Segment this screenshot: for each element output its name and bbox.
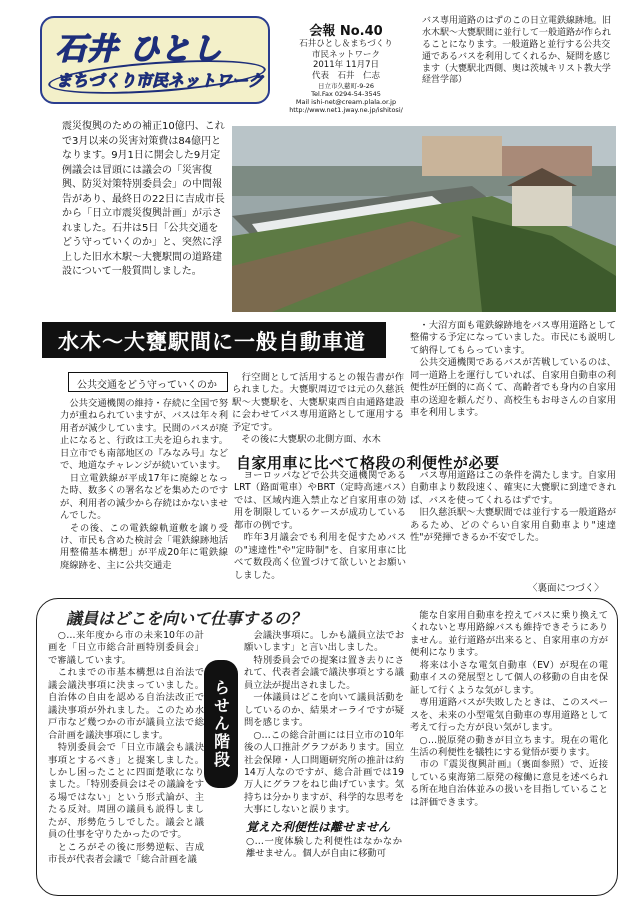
mail: Mail ishi-net@cream.plala.or.jp	[295, 97, 397, 106]
issue-info	[276, 20, 416, 114]
continued-note: 〈裏面につづく〉	[528, 583, 604, 594]
logo	[40, 16, 270, 104]
article-column-2b: ヨーロッパなどで公共交通機関であるLRT（路面電車）やBRT（定時高速バス）では、区域内進入禁止など自家用車の効用を制限しているケースが成功している都市の例です。 昨年3月議会でも利用を促すためバスの"速達性"や"定時制"を、自家用車に比べて数段高く位置づけて欲しいとお願いしました。	[234, 470, 406, 581]
article-column-3: ・大沼方面も電鉄線跡地をバス専用道路として整備する予定になっていました。市民にも説明して納得してもらっています。 公共交通機関であるバスが苦戦しているのは、同一道路上を運行していれば、自家用自動車の利便性が圧倒的に高くて、高齢者でも身内の自家用車の送迎を頼んだり、高校生もお母さんの自家用車を利用します。	[410, 320, 616, 419]
org-name-2: 市民ネットワーク	[311, 49, 380, 60]
tel-fax: Tel.Fax 0294-54-3545	[311, 89, 381, 98]
photo-caption: バス専用道路のはずのこの日立電鉄線跡地。旧水木駅～大甕駅間に並行して一般道路が作られることになります。一般道路と並行する公共交通であるバスを利用してくれるか、疑問を感じます（大甕駅北西側、奥は茨城キリスト教大学経営学部）	[422, 16, 612, 86]
bottom-subheading: 覚えた利便性は離せません	[246, 820, 391, 834]
section-subhead-2: 自家用車に比べて格段の利便性が必要	[236, 454, 500, 472]
section-subhead: 公共交通をどう守っていくのか	[68, 372, 228, 392]
issue-number: 会報 No.40	[309, 24, 383, 39]
headline-banner: 水木～大甕駅間に一般自動車道路	[42, 322, 386, 358]
bottom-headline: 議員はどこを向いて仕事するの？	[66, 609, 307, 628]
lead-paragraph: 震災復興のための補正10億円、これで3月以来の災害対策費は84億円となります。9月1日に開会した9月定例議会は冒頭には議会の「災害復興、防災対策特別委員会」の中間報告があり、最終日の22日に吉成市長から「日立市震災復興計画」が示されました。石井は5日「公共交通をどう守っていくのか」と、突然に浮上した旧水木駅～大甕駅間の道路建設について一般質問しました。	[62, 121, 225, 277]
issue-date: 2011年 11月7日	[312, 60, 380, 71]
article-column-1: 公共交通機関の維持・存続に全国で努力が重ねられていますが、バスは年々利用者が減少しています。民間のバスが廃止になると、行政は工夫を迫られます。日立市でも南部地区の『みなみ号』などで、地道なチャレンジが続いています。 日立電鉄線が平成17年に廃線となった時、数多くの署名などを集めたのですが、利用者の減少から存続はかないませんでした。 その後、この電鉄線軌道敷を譲り受け、市民も含めた検討会「電鉄線跡地活用整備基本構想」が平成20年に電鉄線廃線跡を、主に公共交通走	[60, 398, 228, 571]
bottom-column-3: 能な自家用自動車を控えてバスに乗り換えてくれないと専用路線バスも維持できそうにありません。並行道路が出来ると、自家用車の方が便利になります。 将来は小さな電気自動車（EV）が現在の電動車イスの発展型として個人の移動の自由を保証して行くような気がします。 専用道路バスが失敗したときは、このスペースを、未来の小型電気自動車の専用道路として考えて行った方が良い気がします。 ○…脱原発の動きが目立ちます。現在の電化生活の利便性を犠牲にする覚悟が要ります。 市の『震災復興計画』（裏面参照）で、近接している東海第二原発の稼働に意見を述べられる所在地自治体並みの扱いを目指していることは評価できます。	[410, 610, 608, 808]
bottom-column-1: ○…来年度から市の未来10年の計画を「日立市総合計画特別委員会」で審議しています。 これまでの市基本構想は自治法で議会議決事項に決まっていました。自治体の自由を認める自治法改正で議決事項が外れました。このため水戸市など幾つかの市が議員立法で総合計画を議決事項にします。 特別委員会で「日立市議会も議決事項とするべき」と提案しました。しかし困ったことに四面楚歌になりました。「特別委員会はその議論をする場ではない」という形式論が、主たる反対。周囲の議員も説得しましたが、形勢危うしでした。議会と議員の仕事を守りたかったのです。 ところがその後に形勢逆転、吉成市長が代表者会議で「総合計画を議	[48, 630, 204, 866]
representative: 代表 石井 仁志	[311, 70, 380, 81]
photo-train-track	[232, 126, 616, 312]
logo-name: 石井 ひとし	[56, 32, 223, 67]
article-column-3b: バス専用道路はこの条件を満たします。自家用自動車より数段速く、確実に大甕駅に到達できれば、バスを使ってくれるはずです。 旧久慈浜駅～大甕駅間では並行する一般道路があるため、どのぐらい自家用自動車より"速達性"が発揮できるか不安でした。	[410, 470, 616, 544]
bottom-column-2: 会議決事項に。しかも議員立法でお願いします」と言い出しました。 特別委員会での提案は置き去りにされて、代表者会議で議決事項とする議員立法が提出されました。 一体議員はどこを向いて議員活動をしているのか、結果オーライですが疑問を感じます。 ○…この総合計画には日立市の10年後の人口推計グラフがあります。国立社会保障・人口問題研究所の推計は約14万人なのですが、総合計画では19万人にグラフをねじ曲げています。気持ちは分かりますが、科学的な思考を大事にしないと誤ります。	[244, 630, 404, 816]
website-url: http://www.net1.jway.ne.jp/ishitosi/	[289, 105, 403, 114]
column-badge: らせん階段	[204, 660, 238, 788]
address: 日立市久慈町-9-26	[317, 81, 375, 90]
logo-subtitle: まちづくり市民ネットワーク	[56, 71, 264, 90]
org-name: 石井ひとし＆まちづくり	[299, 39, 393, 49]
bottom-column-2b: ○…一度体験した利便性はなかなか離せません。個人が自由に移動可	[246, 836, 402, 860]
article-column-2: 行空間として活用するとの報告書が作られました。大甕駅周辺では元の久慈浜駅～大甕駅を、大甕駅東西自由通路建設に会わせてバス専用道路として運用する予定です。 その後に大甕駅の北側方面、水木	[232, 372, 404, 446]
